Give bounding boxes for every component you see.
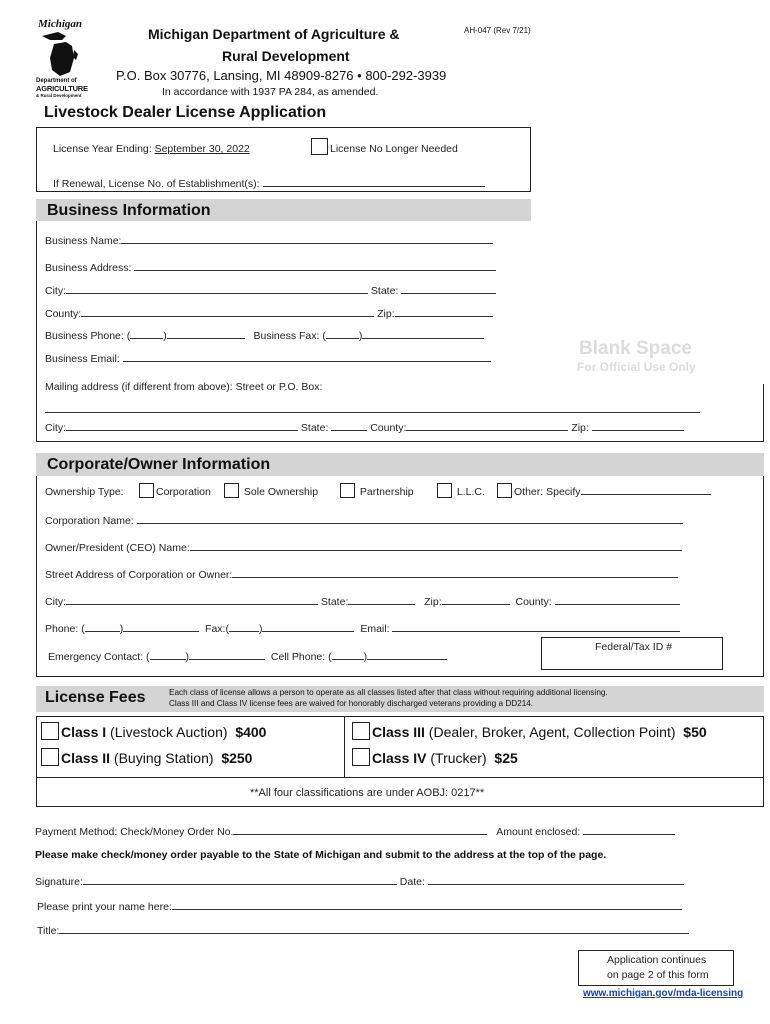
business-section-title: Business Information — [47, 202, 211, 219]
business-zip-field[interactable] — [395, 305, 493, 317]
cell-phone-field[interactable] — [367, 648, 447, 660]
ownership-other — [497, 483, 711, 498]
business-fax-paren: ) — [358, 330, 363, 342]
ownership-partnership — [340, 483, 414, 498]
amount-enclosed-label: Amount enclosed: — [496, 826, 581, 838]
form-title: Livestock Dealer License Application — [44, 104, 327, 121]
title-label: Title: — [37, 925, 60, 937]
corporation-option-label: Corporation — [156, 486, 211, 498]
corp-name-row — [45, 512, 683, 527]
business-name-row — [45, 232, 493, 247]
cell-paren: ) — [363, 651, 368, 663]
payment-row — [35, 823, 675, 838]
corp-state-field[interactable] — [348, 593, 415, 605]
mailing-address-label: Mailing address (if different from above): Street or P.O. Box: — [45, 381, 323, 393]
corp-street-row — [45, 566, 678, 581]
corp-name-field[interactable] — [137, 512, 683, 524]
corp-email-label: Email: — [360, 623, 390, 635]
license-year-row — [53, 143, 250, 155]
corp-fax-label: Fax:( — [205, 623, 229, 635]
emergency-area-field[interactable] — [150, 648, 186, 660]
class-2-fee: $250 — [221, 750, 253, 766]
renewal-row — [53, 175, 485, 190]
class-1-option — [41, 722, 266, 740]
llc-option-label: L.L.C. — [456, 486, 485, 498]
ownership-llc — [437, 483, 485, 498]
corp-street-field[interactable] — [232, 566, 678, 578]
sole-ownership-checkbox[interactable] — [224, 483, 239, 498]
class-4-name: Class IV — [372, 750, 427, 766]
class-3-checkbox[interactable] — [352, 722, 370, 740]
business-phone-row — [45, 327, 484, 342]
print-name-field[interactable] — [172, 898, 682, 910]
continues-line2: on page 2 of this form — [607, 969, 709, 981]
business-fax-field[interactable] — [362, 327, 484, 339]
owner-name-label: Owner/President (CEO) Name: — [45, 542, 190, 554]
mailing-city-row — [45, 419, 684, 434]
corp-phone-row — [45, 620, 680, 635]
business-city-field[interactable] — [66, 282, 368, 294]
llc-checkbox[interactable] — [437, 483, 452, 498]
official-use-title: Blank Space — [579, 338, 692, 359]
ownership-label: Ownership Type: — [45, 486, 124, 498]
corp-phone-paren: ) — [119, 623, 124, 635]
business-county-label: County: — [45, 308, 82, 320]
mailing-zip-label: Zip: — [571, 422, 589, 434]
fees-row-divider — [36, 777, 764, 778]
corp-phone-label: Phone: ( — [45, 623, 85, 635]
business-address-row — [45, 259, 496, 274]
ownership-corporation — [139, 483, 211, 498]
print-name-label: Please print your name here: — [37, 901, 172, 913]
license-no-longer-needed — [311, 138, 458, 155]
date-label: Date: — [399, 876, 425, 888]
business-email-field[interactable] — [123, 350, 491, 362]
logo-rural-text: & Rural Development — [36, 93, 82, 98]
cell-area-field[interactable] — [332, 648, 364, 660]
license-year-box — [36, 127, 531, 192]
owner-name-row — [45, 539, 682, 554]
continues-box — [578, 950, 734, 986]
partnership-checkbox[interactable] — [340, 483, 355, 498]
class-3-option — [352, 722, 707, 740]
cell-phone-label: Cell Phone: ( — [270, 651, 332, 663]
mailing-county-field[interactable] — [406, 419, 568, 431]
aobj-note: **All four classifications are under AOBJ: 0217** — [250, 787, 485, 799]
ownership-sole — [224, 483, 318, 498]
mailing-zip-field[interactable] — [592, 419, 684, 431]
corporate-section-header — [36, 453, 764, 476]
business-address-label: Business Address: — [45, 262, 132, 274]
mailing-city-label: City: — [45, 422, 66, 434]
amount-enclosed-field[interactable] — [583, 823, 675, 835]
class-2-desc: (Buying Station) — [110, 750, 214, 766]
business-email-label: Business Email: — [45, 353, 120, 365]
fees-section-title: License Fees — [45, 689, 146, 706]
michigan-map-icon — [36, 30, 88, 80]
business-phone-field[interactable] — [167, 327, 245, 339]
authority-text: In accordance with 1937 PA 284, as amended. — [162, 86, 379, 98]
class-1-name: Class I — [61, 724, 107, 740]
other-option-label: Other: Specify — [514, 486, 581, 498]
partnership-option-label: Partnership — [359, 486, 414, 498]
business-fax-label: Business Fax: ( — [253, 330, 326, 342]
class-1-fee: $400 — [235, 724, 267, 740]
payment-method-label: Payment Method: Check/Money Order No. — [35, 826, 234, 838]
business-email-row — [45, 350, 491, 365]
business-city-label: City: — [45, 285, 66, 297]
business-county-row — [45, 305, 493, 320]
continues-line1: Application continues — [607, 954, 707, 966]
fees-column-divider — [344, 716, 345, 778]
corp-fax-area-field[interactable] — [229, 620, 259, 632]
signature-row — [35, 873, 684, 888]
fees-note-line2: Class III and Class IV license fees are waived for honorably discharged veterans providing a DD214. — [169, 699, 534, 708]
business-address-field[interactable] — [134, 259, 496, 271]
emergency-field[interactable] — [189, 648, 265, 660]
class-4-fee: $25 — [494, 750, 518, 766]
business-state-field[interactable] — [401, 282, 496, 294]
print-name-row — [37, 898, 682, 913]
title-row — [37, 922, 689, 937]
corp-state-label: State: — [320, 596, 349, 608]
class-1-checkbox[interactable] — [41, 722, 59, 740]
business-section-header — [36, 199, 532, 221]
class-3-desc: (Dealer, Broker, Agent, Collection Point) — [424, 724, 676, 740]
business-city-row — [45, 282, 496, 297]
business-county-field[interactable] — [81, 305, 374, 317]
corp-email-field[interactable] — [392, 620, 680, 632]
fees-note-line1: Each class of license allows a person to operate as all classes listed after that class without requiring additional licensing. — [169, 688, 608, 697]
title-field[interactable] — [59, 922, 689, 934]
corp-phone-field[interactable] — [123, 620, 199, 632]
class-2-option — [41, 748, 252, 766]
corp-fax-field[interactable] — [262, 620, 354, 632]
date-field[interactable] — [428, 873, 684, 885]
corporate-section-title: Corporate/Owner Information — [47, 456, 271, 473]
agency-logo — [36, 18, 88, 100]
license-year-value: September 30, 2022 — [154, 143, 250, 155]
class-1-desc: (Livestock Auction) — [106, 724, 228, 740]
corp-city-row — [45, 593, 680, 608]
business-phone-label: Business Phone: ( — [45, 330, 131, 342]
class-2-name: Class II — [61, 750, 111, 766]
corp-phone-area-field[interactable] — [85, 620, 120, 632]
corp-city-field[interactable] — [66, 593, 318, 605]
mailing-county-label: County: — [370, 422, 407, 434]
tax-id-box[interactable] — [541, 637, 723, 670]
no-longer-needed-label: License No Longer Needed — [330, 143, 458, 155]
sole-ownership-option-label: Sole Ownership — [243, 486, 319, 498]
class-3-name: Class III — [372, 724, 425, 740]
mailing-state-label: State: — [300, 422, 329, 434]
class-2-checkbox[interactable] — [41, 748, 59, 766]
corporation-checkbox[interactable] — [139, 483, 154, 498]
class-4-checkbox[interactable] — [352, 748, 370, 766]
business-zip-label: Zip: — [377, 308, 395, 320]
corp-county-label: County: — [515, 596, 552, 608]
corp-zip-label: Zip: — [424, 596, 442, 608]
business-phone-paren: ) — [163, 330, 167, 342]
mailing-street-field[interactable] — [45, 402, 700, 413]
other-checkbox[interactable] — [497, 483, 512, 498]
class-3-fee: $50 — [683, 724, 707, 740]
emergency-paren: ) — [185, 651, 190, 663]
emergency-row — [48, 648, 447, 663]
corp-zip-field[interactable] — [442, 593, 510, 605]
corp-county-field[interactable] — [555, 593, 680, 605]
other-specify-field[interactable] — [581, 483, 711, 495]
form-number: AH-047 (Rev 7/21) — [464, 26, 531, 35]
agency-title-line1: Michigan Department of Agriculture & — [148, 26, 400, 42]
business-state-label: State: — [370, 285, 399, 297]
no-longer-needed-checkbox[interactable] — [311, 138, 328, 155]
owner-name-field[interactable] — [190, 539, 682, 551]
business-fax-area-field[interactable] — [326, 327, 359, 339]
agency-title-line2: Rural Development — [222, 48, 350, 64]
agency-address: P.O. Box 30776, Lansing, MI 48909-8276 • 800-292-3939 — [116, 68, 447, 83]
business-name-field[interactable] — [121, 232, 493, 244]
payment-instructions: Please make check/money order payable to the State of Michigan and submit to the address at the top of the page. — [35, 849, 607, 861]
business-name-label: Business Name: — [45, 235, 122, 247]
mailing-state-field[interactable] — [331, 419, 367, 431]
renewal-field[interactable] — [263, 175, 485, 187]
corp-street-label: Street Address of Corporation or Owner: — [45, 569, 233, 581]
corp-fax-paren: ) — [258, 623, 263, 635]
signature-field[interactable] — [83, 873, 397, 885]
class-4-desc: (Trucker) — [426, 750, 487, 766]
logo-dept-text: Department of — [36, 78, 77, 84]
corp-city-label: City: — [45, 596, 66, 608]
signature-label: Signature: — [35, 876, 83, 888]
fees-section-header — [36, 686, 764, 712]
class-4-option — [352, 748, 518, 766]
logo-agriculture-text: AGRICULTURE — [36, 84, 88, 93]
business-phone-area-field[interactable] — [130, 327, 163, 339]
website-link[interactable]: www.michigan.gov/mda-licensing — [583, 988, 744, 999]
tax-id-label: Federal/Tax ID # — [595, 641, 673, 653]
corp-name-label: Corporation Name: — [45, 515, 134, 527]
renewal-label: If Renewal, License No. of Establishment(s): — [53, 178, 260, 190]
mailing-city-field[interactable] — [66, 419, 298, 431]
official-use-subtitle: For Official Use Only — [577, 360, 696, 374]
emergency-label: Emergency Contact: ( — [48, 651, 150, 663]
logo-script-text: Michigan — [38, 18, 83, 30]
license-year-label: License Year Ending: — [53, 143, 152, 155]
check-number-field[interactable] — [233, 823, 487, 835]
